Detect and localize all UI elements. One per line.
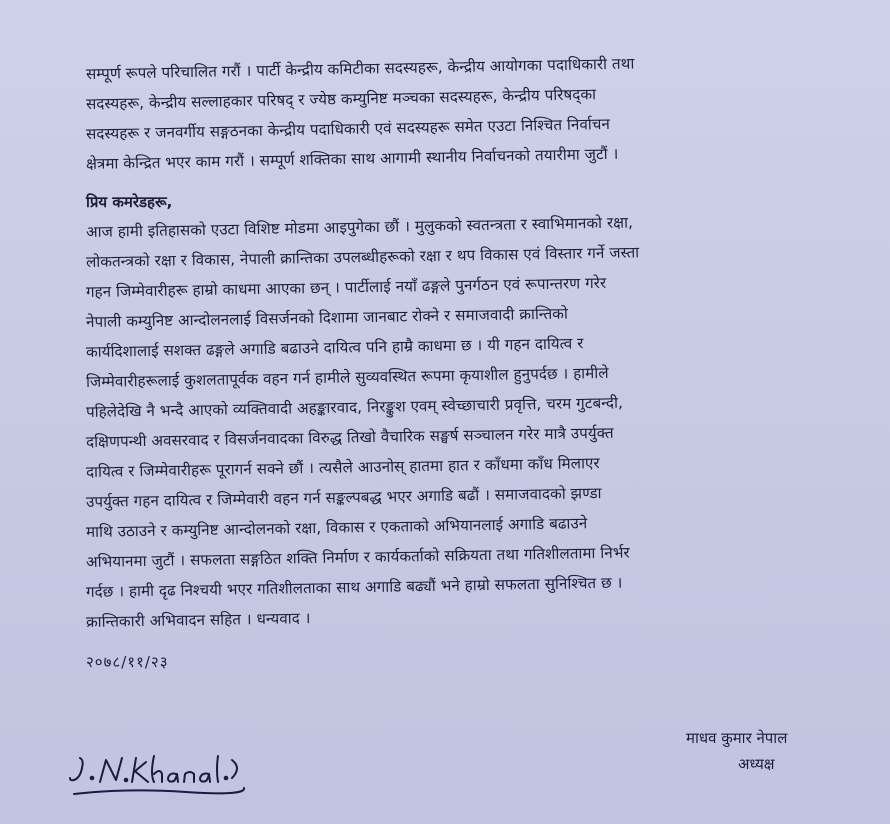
paragraph-line: क्रान्तिकारी अभिवादन सहित । धन्यवाद । [85, 609, 311, 631]
signatory-name: माधव कुमार नेपाल [686, 729, 788, 747]
paragraph-line: पहिलेदेखि नै भन्दै आएको व्यक्तिवादी अहङ्कारवाद, निरङ्कुश एवम् स्वेच्छाचारी प्रवृत्ति, चरम गुटबन्दी, [85, 393, 624, 421]
paragraph-line: क्षेत्रमा केन्द्रित भएर काम गरौं । सम्पूर्ण शक्तिका साथ आगामी स्थानीय निर्वाचनको तयारीमा जुटौं । [85, 144, 619, 173]
paragraph-line: उपर्युक्त गहन दायित्व र जिम्मेवारी वहन गर्न सङ्कल्पबद्ध भएर अगाडि बढौं । समाजवादको झण्डा [85, 484, 602, 511]
paragraph-line: गर्दछ । हामी दृढ निश्चयी भएर गतिशीलताका साथ अगाडि बढ्यौं भने हाम्रो सफलता सुनिश्चित छ । [85, 573, 623, 601]
paragraph-line: सदस्यहरू, केन्द्रीय सल्लाहकार परिषद् र ज्येष्ठ कम्युनिष्ट मञ्चका सदस्यहरू, केन्द्रीय परिषद्का [85, 85, 597, 113]
signatory-title: अध्यक्ष [738, 755, 775, 773]
handwritten-signature [66, 748, 286, 808]
paragraph-line: दक्षिणपन्थी अवसरवाद र विसर्जनवादका विरुद्ध तिखो वैचारिक सङ्घर्ष सञ्चालन गरेर मात्रै उपर्युक्त [85, 423, 614, 451]
paragraph-line: लोकतन्त्रको रक्षा र विकास, नेपाली क्रान्तिका उपलब्धीहरूको रक्षा र थप विकास एवं विस्तार गर्ने जस्ता [85, 243, 640, 271]
paragraph-line: जिम्मेवारीहरूलाई कुशलतापूर्वक वहन गर्न हामीले सुव्यवस्थित रूपमा कृयाशील हुनुपर्दछ । हामीले [85, 363, 609, 391]
paragraph-line: गहन जिम्मेवारीहरू हाम्रो काधमा आएका छन् । पार्टीलाई नयाँ ढङ्गले पुनर्गठन एवं रूपान्तरण गरेर [85, 273, 607, 301]
salutation: प्रिय कमरेडहरू, [86, 193, 173, 211]
paragraph-line: नेपाली कम्युनिष्ट आन्दोलनलाई विसर्जनको दिशामा जानबाट रोक्ने र समाजवादी क्रान्तिको [85, 304, 569, 331]
paragraph-line: सम्पूर्ण रूपले परिचालित गरौं । पार्टी केन्द्रीय कमिटीका सदस्यहरू, केन्द्रीय आयोगका पदाधिकारी तथा [85, 54, 635, 83]
paragraph-line: कार्यदिशालाई सशक्त ढङ्गले अगाडि बढाउने दायित्व पनि हाम्रै काधमा छ । यी गहन दायित्व र [85, 334, 584, 361]
paragraph-line: माथि उठाउने र कम्युनिष्ट आन्दोलनको रक्षा, विकास र एकताको अभियानलाई अगाडि बढाउने [85, 514, 588, 541]
paragraph-line: सदस्यहरू र जनवर्गीय सङ्गठनका केन्द्रीय पदाधिकारी एवं सदस्यहरू समेत एउटा निश्चित निर्वाचन [85, 114, 611, 143]
letter-date: २०७८/११/२३ [86, 653, 169, 671]
paragraph-line: दायित्व र जिम्मेवारीहरू पूरागर्न सक्ने छौं । त्यसैले आउनोस् हातमा हात र काँधमा काँध मिलाएर [85, 454, 600, 481]
paragraph-line: अभियानमा जुटौं । सफलता सङ्गठित शक्ति निर्माण र कार्यकर्ताको सक्रियता तथा गतिशीलतामा निर्भर [85, 543, 630, 571]
paragraph-line: आज हामी इतिहासको एउटा विशिष्ट मोडमा आइपुगेका छौं । मुलुकको स्वतन्त्रता र स्वाभिमानको रक्षा, [85, 213, 634, 241]
